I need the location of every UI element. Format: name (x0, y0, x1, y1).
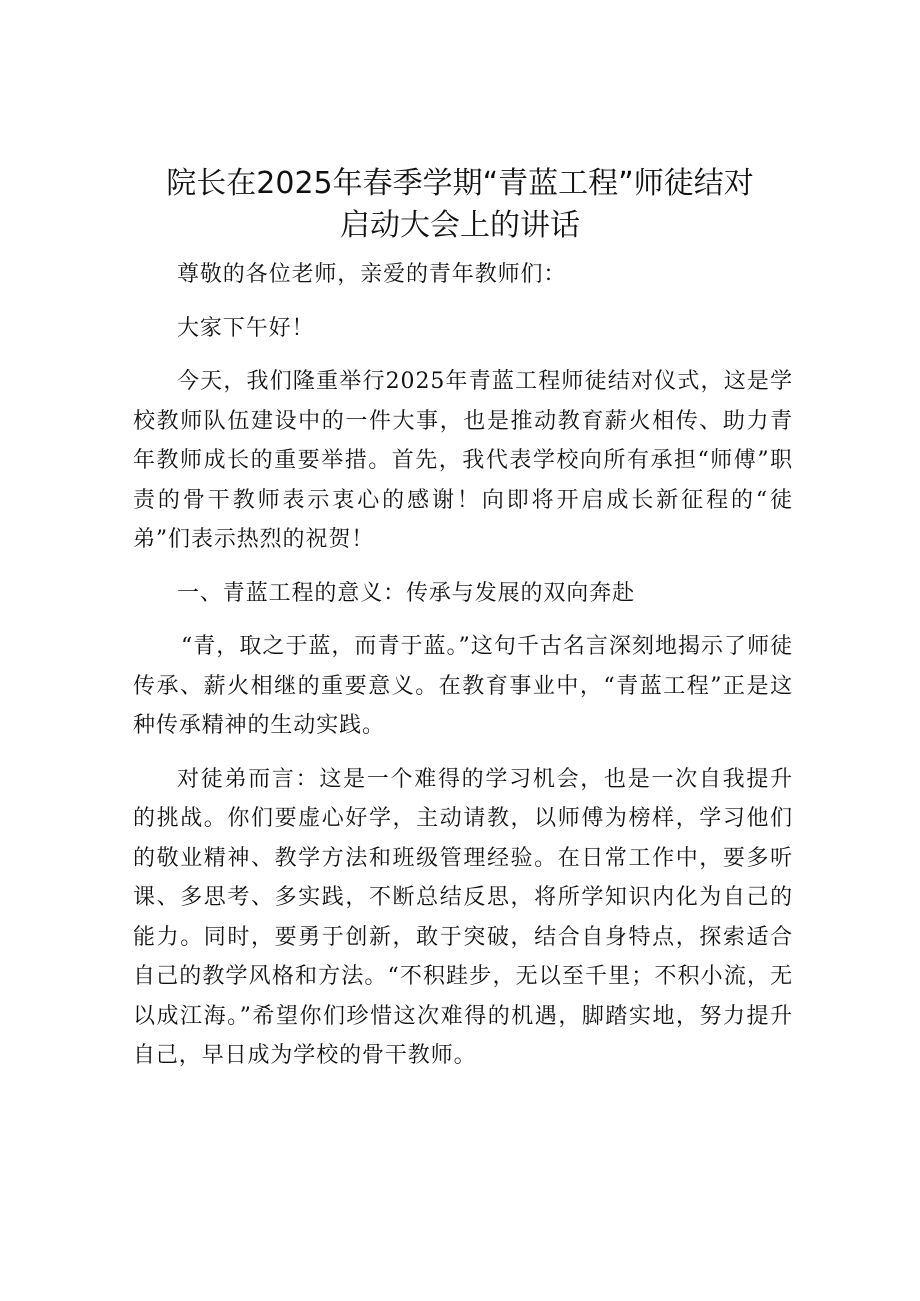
section-heading: 一、青蓝工程的意义：传承与发展的双向奔赴 (177, 580, 636, 606)
salutation-paragraph: 尊敬的各位老师，亲爱的青年教师们： (177, 262, 567, 287)
title-line-1: 院长在2025年春季学期“青蓝工程”师徒结对 (166, 166, 754, 201)
apprentice-paragraph: 对徒弟而言：这是一个难得的学习机会，也是一次自我提升的挑战。你们要虚心好学，主动请教，以师傅为榜样，学习他们的敬业精神、教学方法和班级管理经验。在日常工作中，要多听课、多思考、多实践，不断总结反思，将所学知识内化为自己的能力。同时，要勇于创新，敢于突破，结合自身特点，探索适合自己的教学风格和方法。“不积跬步，无以至千里；不积小流，无以成江海。”希望你们珍惜这次难得的机遇，脚踏实地，努力提升自己，早日成为学校的骨干教师。 (133, 766, 793, 1068)
document-title (100, 163, 820, 247)
greeting-paragraph: 大家下午好！ (177, 315, 315, 341)
title-line-2: 启动大会上的讲话 (340, 208, 580, 243)
document-body (133, 255, 793, 1090)
quote-paragraph: “青，取之于蓝，而青于蓝。”这句千古名言深刻地揭示了师徒传承、薪火相继的重要意义。在教育事业中，“青蓝工程”正是这种传承精神的生动实践。 (133, 634, 793, 738)
opening-paragraph: 今天，我们隆重举行2025年青蓝工程师徒结对仪式，这是学校教师队伍建设中的一件大事，也是推动教育薪火相传、助力青年教师成长的重要举措。首先，我代表学校向所有承担“师傅”职责的骨干教师表示衷心的感谢！向即将开启成长新征程的“徒弟”们表示热烈的祝贺！ (133, 369, 793, 552)
